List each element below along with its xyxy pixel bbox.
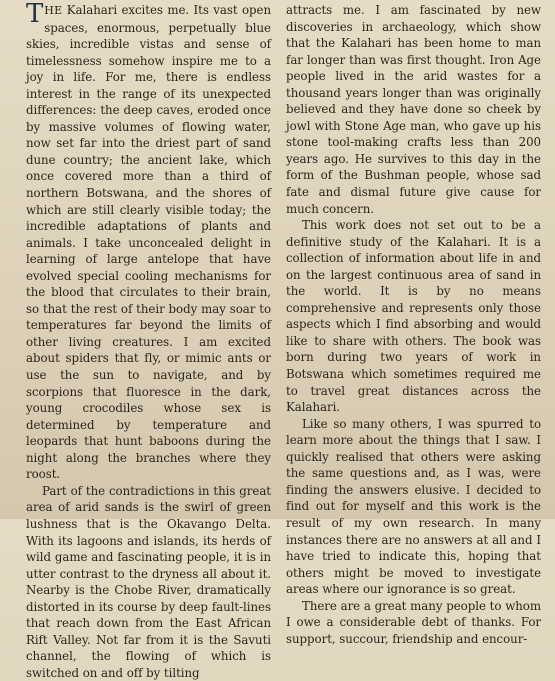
drop-cap: T	[26, 0, 44, 29]
right-paragraph-3: Like so many others, I was spurred to learn more about the things that I saw. I quickly realised that others were asking the same questions and, as I was, were finding the answers elusive. I decided to find out for myself and this work is the result of my own research. In many instances there are no answers at all and I have tried to indicate this, hoping that others might be moved to investigate areas where our ignorance is so great.	[286, 416, 541, 597]
left-paragraph-1-text: Kalahari excites me. Its vast open spaces, enormous, perpetually blue skies, incredible vistas and sense of timelessness somehow inspire me to a joy in life. For me, there is endless interest in the range of its unexpected differences: the deep caves, eroded once by massive volumes of flowing water, now set far into the driest part of sand dune country; the ancient lake, which once covered more than a third of northern Botswana, and the shores of which are still clearly visible today; the incredible adaptations of plants and animals. I take unconcealed delight in learning of large antelope that have evolved special cooling mechanisms for the blood that circulates to their brain, so that the rest of their body may soar to temperatures far beyond the limits of other living creatures. I am excited about spiders that fly, or mimic ants or use the sun to navigate, and by scorpions that fluoresce in the dark, young crocodiles whose sex is determined by temperature and leopards that hunt baboons during the night along the branches where they roost.	[26, 3, 271, 482]
left-paragraph-1	[26, 2, 271, 483]
left-paragraph-2: Part of the contradictions in this great area of arid sands is the swirl of green lushness that is the Okavango Delta. With its lagoons and islands, its herds of wild game and fascinating people, it is in utter contrast to the dryness all about it. Nearby is the Chobe River, dramatically distorted in its course by deep fault-lines that reach down from the East African Rift Valley. Not far from it is the Savuti channel, the flowing of which is switched on and off by tilting	[26, 483, 271, 680]
right-paragraph-1: attracts me. I am fascinated by new discoveries in archaeology, which show that the Kalahari has been home to man far longer than was first thought. Iron Age people lived in the arid wastes for a thousand years longer than was originally believed and they have done so cheek by jowl with Stone Age man, who gave up his stone tool-making crafts less than 200 years ago. He survives to this day in the form of the Bushman people, whose sad fate and dismal future give cause for much concern.	[286, 3, 541, 216]
lead-in-text: HE	[44, 4, 63, 17]
right-column	[286, 2, 541, 646]
right-paragraph-4: There are a great many people to whom I owe a considerable debt of thanks. For support, succour, friendship and encour-	[286, 598, 541, 646]
left-column	[26, 0, 271, 680]
right-paragraph-2: This work does not set out to be a definitive study of the Kalahari. It is a collection of information about life in and on the largest continuous area of sand in the world. It is by no means comprehensive and represents only those aspects which I find absorbing and would like to share with others. The book was born during two years of work in Botswana which sometimes required me to travel great distances across the Kalahari.	[286, 218, 541, 415]
text-columns	[26, 0, 541, 680]
